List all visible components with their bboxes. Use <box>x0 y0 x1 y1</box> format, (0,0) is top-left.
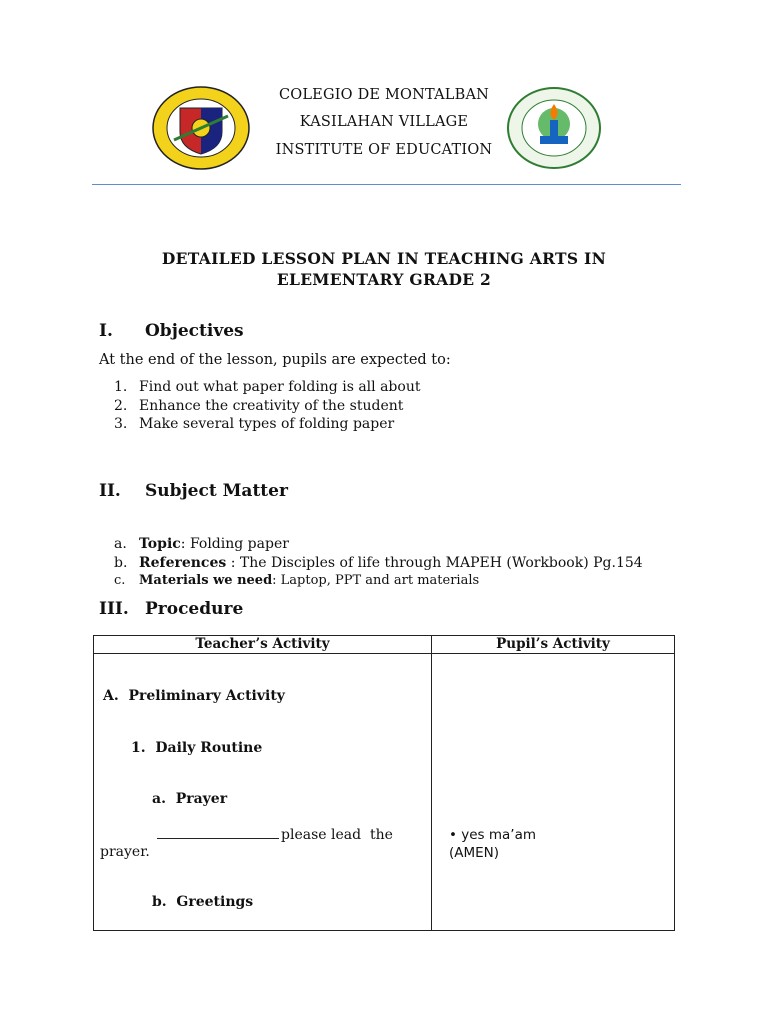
procedure-table <box>93 635 675 931</box>
header-divider <box>92 184 681 185</box>
daily-routine: 1. Daily Routine <box>131 740 263 756</box>
institute-name: INSTITUTE OF EDUCATION <box>275 142 493 158</box>
pupil-activity-cell <box>432 654 675 931</box>
topic-value: Folding paper <box>189 536 289 552</box>
list-marker: a. <box>114 536 127 552</box>
school-name: COLEGIO DE MONTALBAN <box>278 87 490 103</box>
subject-matter-heading <box>99 481 288 501</box>
pupil-response <box>449 826 536 862</box>
references-label: References <box>139 554 227 571</box>
name-blank-line <box>157 826 279 839</box>
list-marker: c. <box>114 573 126 588</box>
objectives-list <box>114 378 420 434</box>
procedure-numeral: III. <box>99 599 129 619</box>
subject-matter-heading-text: Subject Matter <box>145 481 288 501</box>
list-item <box>114 535 643 554</box>
title-line-2: ELEMENTARY GRADE 2 <box>276 270 492 289</box>
pupil-response-line-2: (AMEN) <box>449 845 500 861</box>
list-marker: 2. <box>114 397 128 414</box>
teacher-activity-header: Teacher’s Activity <box>94 636 432 654</box>
topic-separator: : <box>180 536 190 552</box>
pupil-response-line-1: • yes ma’am <box>449 827 537 843</box>
prayer-item: a. Prayer <box>152 791 228 807</box>
preliminary-activity: A. Preliminary Activity <box>103 688 285 704</box>
document-title <box>0 248 768 290</box>
objectives-numeral: I. <box>99 321 113 341</box>
title-line-1: DETAILED LESSON PLAN IN TEACHING ARTS IN <box>161 249 607 268</box>
materials-value: Laptop, PPT and art materials <box>280 573 480 588</box>
list-item <box>114 572 643 591</box>
list-item-text: Make several types of folding paper <box>139 416 395 432</box>
list-marker: b. <box>114 554 128 571</box>
list-item-text: Find out what paper folding is all about <box>139 379 421 395</box>
procedure-heading <box>99 599 243 619</box>
procedure-heading-text: Procedure <box>145 599 244 619</box>
school-location: KASILAHAN VILLAGE <box>299 114 469 130</box>
list-item-text: Enhance the creativity of the student <box>139 397 404 414</box>
materials-label: Materials we need <box>139 573 273 588</box>
materials-separator: : <box>272 573 281 588</box>
objectives-heading <box>99 321 244 341</box>
topic-label: Topic <box>139 536 181 552</box>
objectives-heading-text: Objectives <box>145 321 244 341</box>
institute-of-education-seal <box>506 86 602 170</box>
references-separator: : <box>226 554 240 571</box>
prayer-instruction: please lead the <box>157 826 393 843</box>
list-marker: 3. <box>114 416 128 432</box>
list-item <box>114 415 420 434</box>
table-row <box>94 654 675 931</box>
list-item <box>114 554 643 573</box>
list-item <box>114 397 420 416</box>
references-value: The Disciples of life through MAPEH (Workbook) Pg.154 <box>239 554 643 571</box>
table-header-row <box>94 636 675 654</box>
list-marker: 1. <box>114 379 128 395</box>
list-item <box>114 378 420 397</box>
objectives-intro: At the end of the lesson, pupils are expected to: <box>99 352 451 368</box>
subject-matter-numeral: II. <box>99 481 121 501</box>
pupil-activity-header: Pupil’s Activity <box>432 636 675 654</box>
prayer-instruction-cont: prayer. <box>100 844 150 860</box>
teacher-activity-cell <box>94 654 432 931</box>
greetings-item: b. Greetings <box>152 894 254 910</box>
subject-matter-list <box>114 535 643 591</box>
